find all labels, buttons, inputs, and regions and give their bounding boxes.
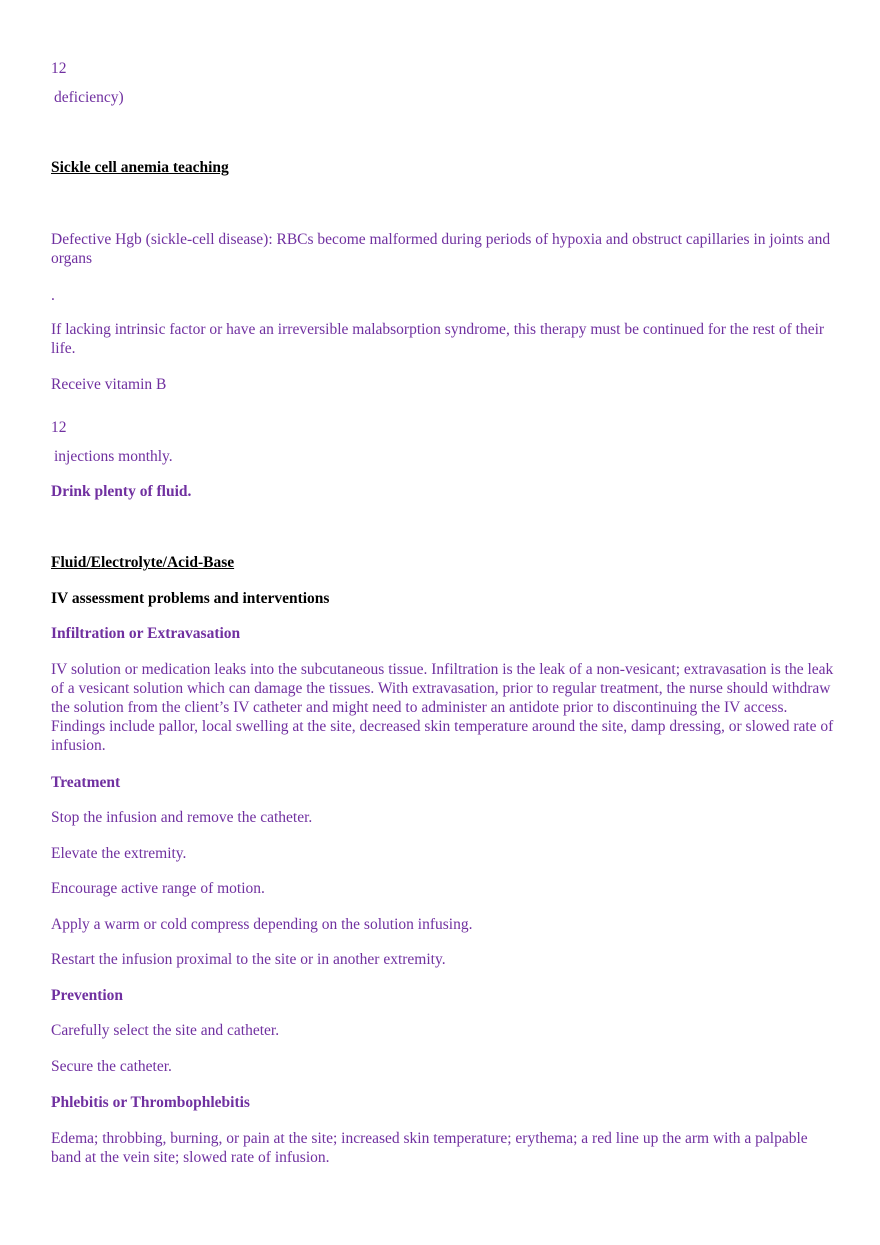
phlebitis-heading: Phlebitis or Thrombophlebitis: [51, 1094, 250, 1111]
treatment-item-5: Restart the infusion proximal to the site or in another extremity.: [51, 951, 446, 968]
treatment-item-4: Apply a warm or cold compress depending on the solution infusing.: [51, 916, 473, 933]
prevention-heading: Prevention: [51, 987, 124, 1004]
treatment-heading: Treatment: [51, 774, 121, 791]
treatment-item-1: Stop the infusion and remove the catheter.: [51, 809, 313, 826]
infiltration-paragraph: IV solution or medication leaks into the subcutaneous tissue. Infiltration is the leak of a non-vesicant; extravasation is the leak of a vesicant solution which can damage the tissues. With extravasation, prior to regular treatment, the nurse should withdraw the solution from the client’s IV catheter and might need to administer an antidote prior to discontinuing the IV access. Findings include pallor, local swelling at the site, decreased skin temperature around the site, damp dressing, or slowed rate of infusion.: [51, 661, 834, 754]
subscript-12-line-2: 12: [51, 419, 67, 436]
fluid-electrolyte-heading: Fluid/Electrolyte/Acid-Base: [51, 554, 235, 571]
infiltration-heading: Infiltration or Extravasation: [51, 625, 241, 642]
subscript-12-line: 12: [51, 60, 67, 77]
intrinsic-factor-paragraph: If lacking intrinsic factor or have an irreversible malabsorption syndrome, this therapy must be continued for the rest of their life.: [51, 321, 825, 357]
dot-line: .: [51, 287, 55, 304]
phlebitis-paragraph: Edema; throbbing, burning, or pain at the site; increased skin temperature; erythema; a red line up the arm with a palpable band at the vein site; slowed rate of infusion.: [51, 1130, 808, 1166]
prevention-item-1: Carefully select the site and catheter.: [51, 1022, 280, 1039]
injections-monthly-line: injections monthly.: [54, 448, 173, 465]
sickle-cell-heading: Sickle cell anemia teaching: [51, 159, 229, 176]
iv-assessment-subheading: IV assessment problems and interventions: [51, 590, 330, 607]
treatment-item-2: Elevate the extremity.: [51, 845, 187, 862]
drink-fluid-line: Drink plenty of fluid.: [51, 483, 192, 500]
deficiency-line: deficiency): [54, 89, 124, 106]
prevention-item-2: Secure the catheter.: [51, 1058, 172, 1075]
receive-vitamin-line: Receive vitamin B: [51, 376, 167, 393]
treatment-item-3: Encourage active range of motion.: [51, 880, 265, 897]
defective-hgb-paragraph: Defective Hgb (sickle-cell disease): RBCs become malformed during periods of hypoxia and obstruct capillaries in joints and organs: [51, 231, 831, 267]
